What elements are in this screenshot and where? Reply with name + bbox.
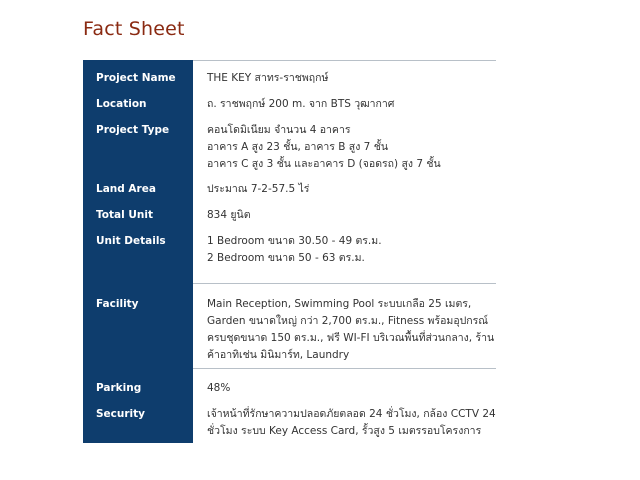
row-value: [207, 70, 497, 87]
value-line: อาคาร A สูง 23 ชั้น, อาคาร B สูง 7 ชั้น: [207, 141, 389, 153]
value-line: 1 Bedroom ขนาด 30.50 - 49 ตร.ม.: [207, 235, 382, 247]
row-value: [207, 380, 497, 397]
value-line: Main Reception, Swimming Pool ระบบเกลือ 25 เมตร,: [207, 298, 472, 310]
value-line: ชั่วโมง ระบบ Key Access Card, รั้วสูง 5 เมตรรอบโครงการ: [207, 425, 482, 437]
section-divider: [193, 283, 496, 284]
row-value: [207, 296, 497, 364]
value-line: เจ้าหน้าที่รักษาความปลอดภัยตลอด 24 ชั่วโมง, กล้อง CCTV 24: [207, 408, 496, 420]
page-title: Fact Sheet: [83, 18, 185, 40]
row-value: [207, 96, 497, 113]
value-line: 2 Bedroom ขนาด 50 - 63 ตร.ม.: [207, 252, 365, 264]
value-line: 48%: [207, 382, 231, 394]
row-label: Security: [96, 408, 146, 420]
row-value: [207, 181, 497, 198]
table-top-border: [193, 60, 496, 61]
value-line: ถ. ราชพฤกษ์ 200 m. จาก BTS วุฒากาศ: [207, 98, 395, 110]
row-label: Parking: [96, 382, 142, 394]
value-line: คอนโดมิเนียม จำนวน 4 อาคาร: [207, 124, 351, 136]
row-label: Facility: [96, 298, 139, 310]
row-value: [207, 122, 497, 173]
value-line: อาคาร C สูง 3 ชั้น และอาคาร D (จอดรถ) สูง 7 ชั้น: [207, 158, 441, 170]
row-value: [207, 233, 497, 267]
section-divider: [193, 368, 496, 369]
row-label: Total Unit: [96, 209, 153, 221]
value-line: ค้าอาทิเช่น มินิมาร์ท, Laundry: [207, 349, 350, 361]
row-label: Project Type: [96, 124, 170, 136]
value-line: Garden ขนาดใหญ่ กว่า 2,700 ตร.ม., Fitness พร้อมอุปกรณ์: [207, 315, 489, 327]
value-line: ครบชุดขนาด 150 ตร.ม., ฟรี WI-FI บริเวณพื้นที่ส่วนกลาง, ร้าน: [207, 332, 495, 344]
value-line: 834 ยูนิต: [207, 209, 251, 221]
row-label: Project Name: [96, 72, 176, 84]
value-line: THE KEY สาทร-ราชพฤกษ์: [207, 72, 329, 84]
row-label: Location: [96, 98, 147, 110]
fact-sheet-table: [83, 60, 496, 443]
row-label: Unit Details: [96, 235, 166, 247]
row-value: [207, 207, 497, 224]
row-value: [207, 406, 497, 440]
value-line: ประมาณ 7-2-57.5 ไร่: [207, 183, 310, 195]
row-label: Land Area: [96, 183, 156, 195]
